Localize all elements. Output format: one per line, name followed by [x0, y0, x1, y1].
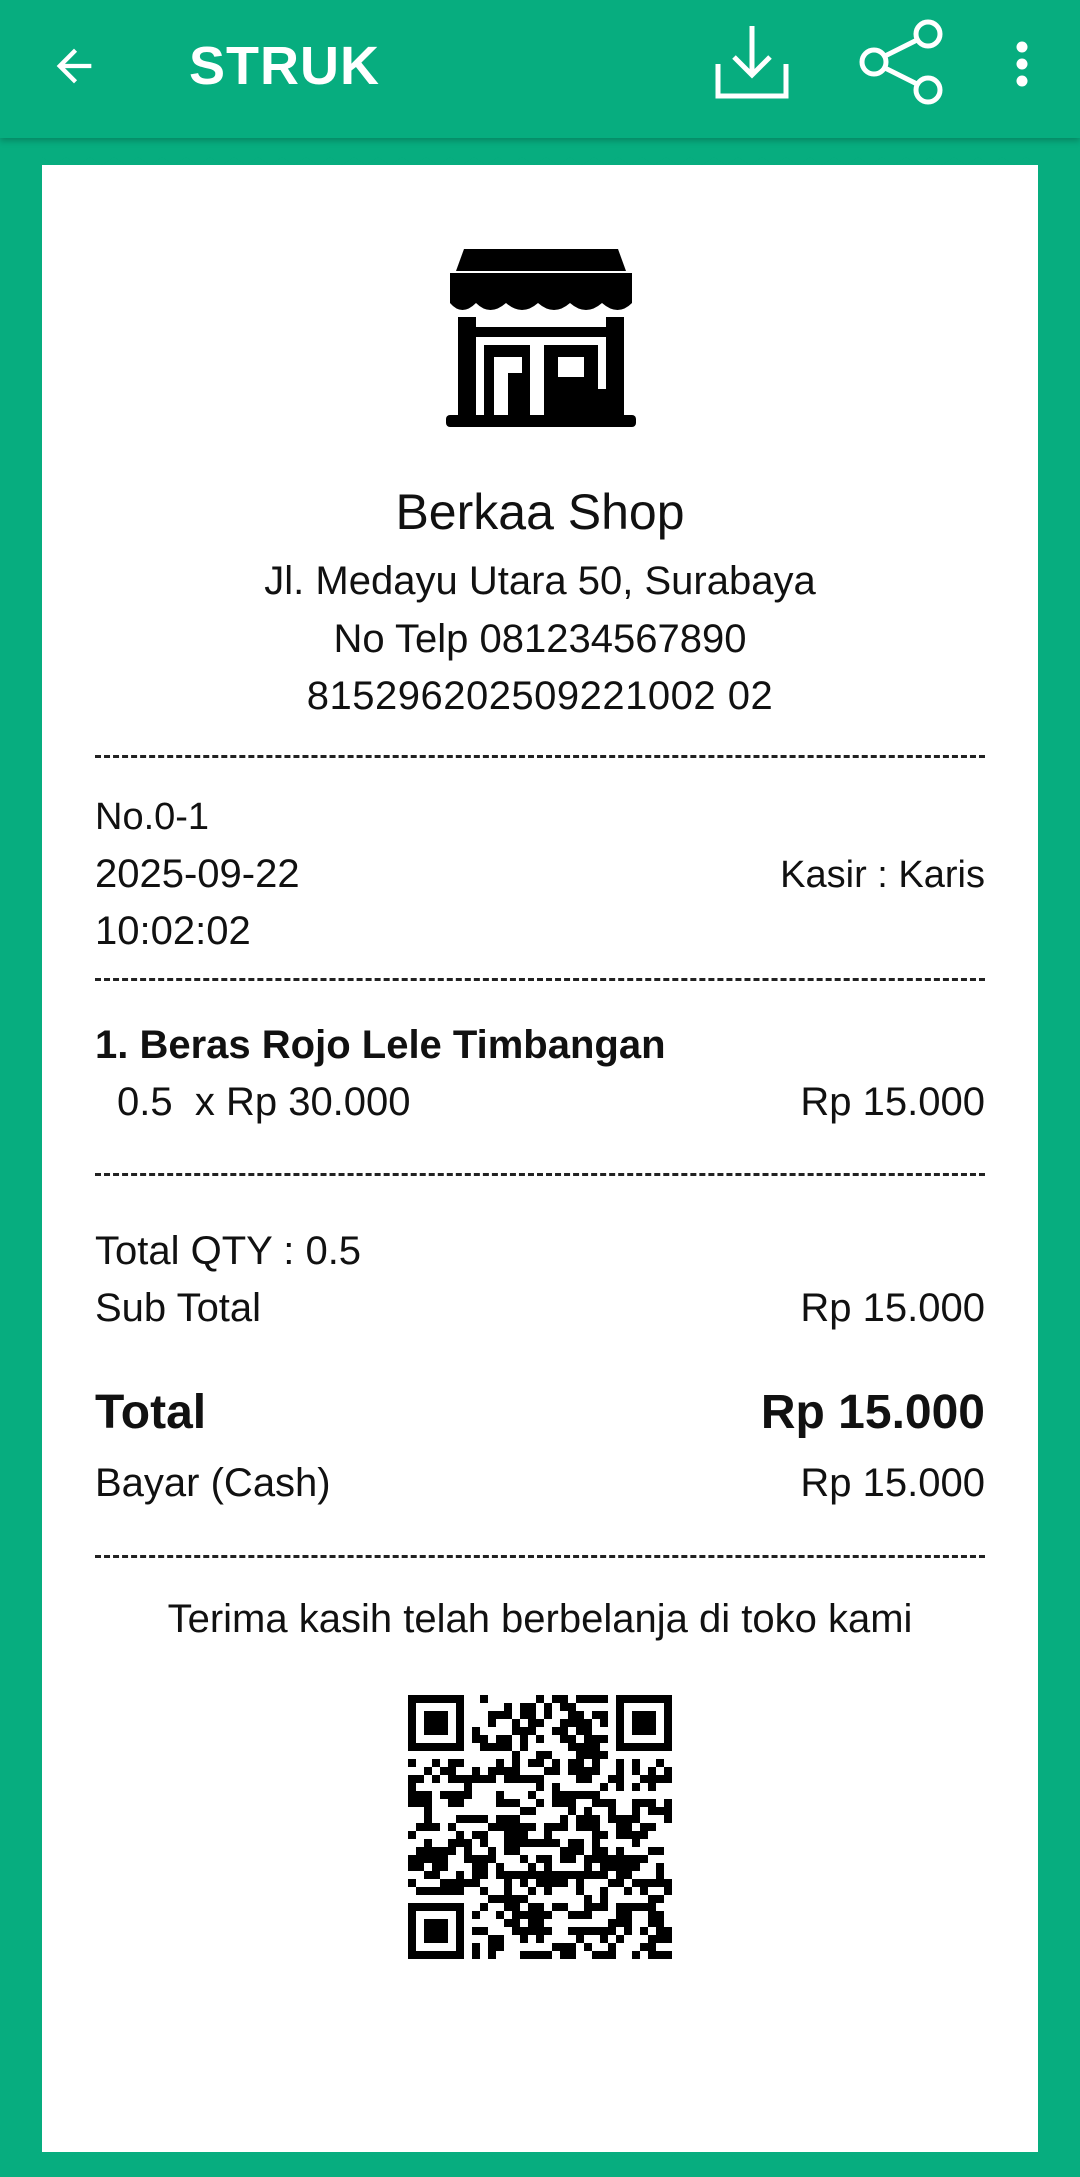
total-qty: Total QTY : 0.5	[95, 1229, 362, 1273]
item-amount: Rp 15.000	[800, 1080, 985, 1124]
receipt-date: 2025-09-22	[95, 852, 300, 896]
thank-you-message: Terima kasih telah berbelanja di toko kami	[167, 1597, 913, 1641]
divider	[95, 1555, 985, 1558]
back-arrow-icon[interactable]	[48, 40, 100, 92]
qr-finder-pattern	[616, 1695, 672, 1751]
store-icon	[446, 247, 636, 429]
item-detail: 0.5 x Rp 30.000	[117, 1080, 411, 1124]
item-title: 1. Beras Rojo Lele Timbangan	[95, 1023, 666, 1067]
store-address: Jl. Medayu Utara 50, Surabaya	[264, 559, 816, 603]
cashier-name: Kasir : Karis	[780, 854, 985, 896]
divider	[95, 1173, 985, 1176]
receipt-bottom-edge	[42, 2144, 1038, 2160]
more-vert-icon[interactable]	[1012, 40, 1032, 88]
share-icon[interactable]	[858, 18, 946, 106]
subtotal-value: Rp 15.000	[800, 1286, 985, 1330]
receipt-number: No.0-1	[95, 796, 210, 838]
page-title: STRUK	[189, 36, 380, 96]
subtotal-label: Sub Total	[95, 1286, 262, 1330]
divider	[95, 755, 985, 758]
total-label: Total	[95, 1386, 207, 1439]
payment-label: Bayar (Cash)	[95, 1461, 331, 1505]
store-name: Berkaa Shop	[395, 484, 685, 540]
receipt-paper	[42, 165, 1038, 2152]
receipt-time: 10:02:02	[95, 909, 251, 953]
qr-code	[408, 1695, 672, 1959]
download-icon[interactable]	[714, 22, 790, 100]
total-value: Rp 15.000	[760, 1386, 985, 1439]
divider	[95, 978, 985, 981]
qr-finder-pattern	[408, 1903, 464, 1959]
receipt-top-edge	[42, 157, 1038, 173]
store-phone: No Telp 081234567890	[333, 617, 747, 661]
qr-finder-pattern	[408, 1695, 464, 1751]
transaction-id: 815296202509221002 02	[306, 674, 774, 718]
app-bar	[0, 0, 1080, 138]
payment-value: Rp 15.000	[800, 1461, 985, 1505]
